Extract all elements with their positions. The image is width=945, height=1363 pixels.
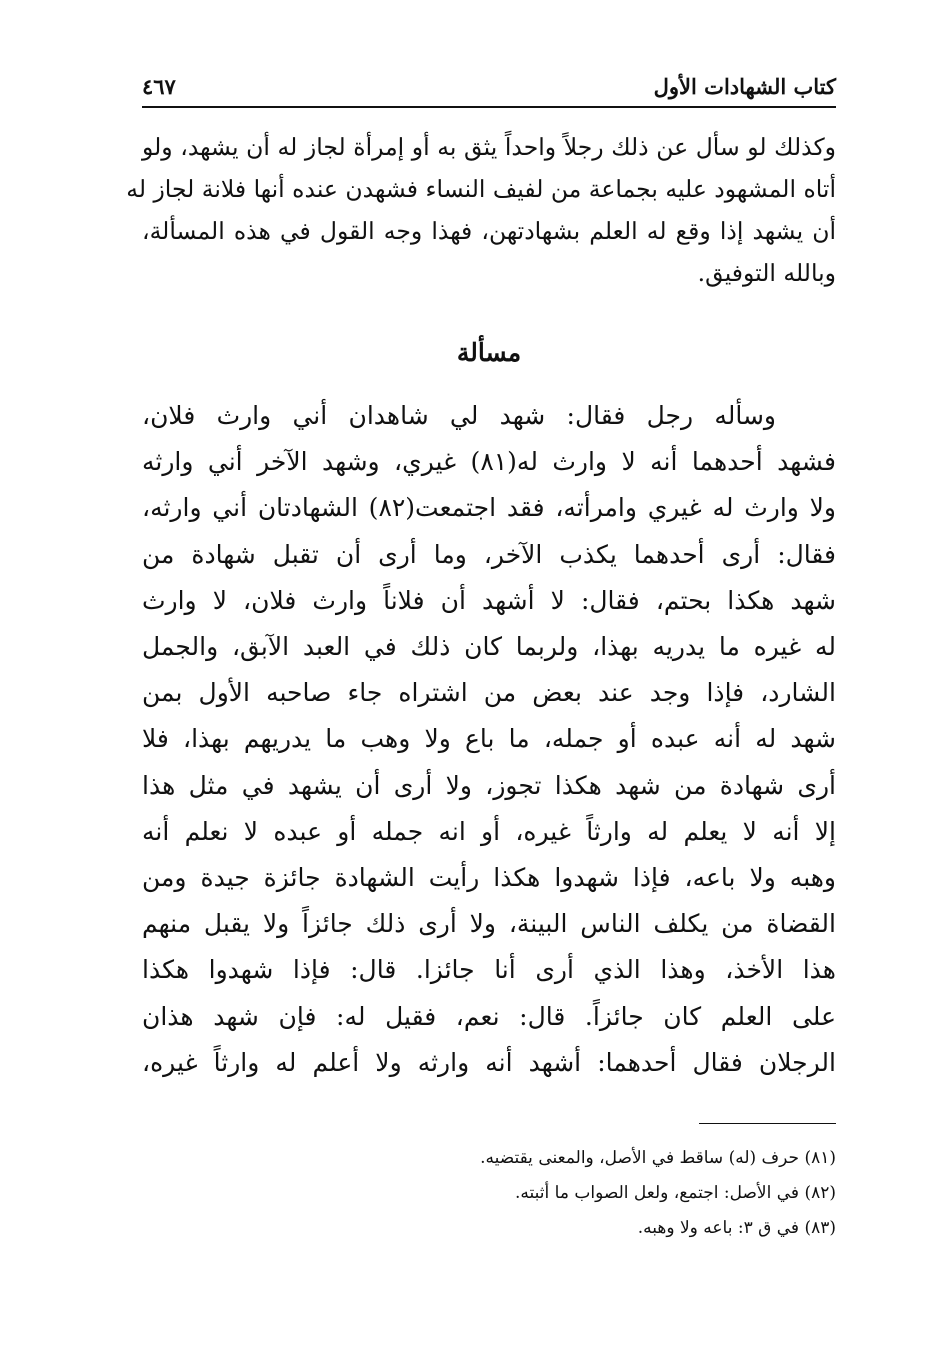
body-line: شهد له أنه عبده أو جمله، ما باع ولا وهب ما يدريهم بهذا، فلا — [142, 724, 836, 754]
page-header — [142, 68, 836, 108]
footnotes — [142, 1141, 836, 1246]
footnote-separator — [699, 1123, 836, 1124]
footnote: (٨٢) في الأصل: اجتمع، ولعل الصواب ما أثبته. — [515, 1183, 836, 1203]
body-line: القضاة من يكلف الناس البينة، ولا أرى ذلك جائزاً ولا يقبل منهم — [142, 909, 836, 939]
body-line: ولا وارث له غيري وامرأته، فقد اجتمعت(٨٢) الشهادتان أني وارثه، — [142, 493, 836, 523]
body-line: فقال: أرى أحدهما يكذب الآخر، وما أرى أن تقبل شهادة من — [142, 539, 836, 569]
intro-paragraph — [126, 126, 836, 294]
footnote: (٨١) حرف (له) ساقط في الأصل، والمعنى يقتضيه. — [480, 1148, 836, 1168]
section-heading: مسألة — [456, 338, 522, 367]
body-line: أرى شهادة من شهد هكذا تجوز، ولا أرى أن يشهد في مثل هذا — [142, 770, 836, 800]
intro-line: أتاه المشهود عليه بجماعة من لفيف النساء فشهدن عنده أنها فلانة لجاز له — [126, 175, 836, 203]
body-line: شهد هكذا بحتم، فقال: لا أشهد أن فلاناً وارث فلان، لا وارث — [142, 585, 836, 615]
body-line: فشهد أحدهما أنه لا وارث له(٨١) غيري، وشهد الآخر أني وارثه — [142, 447, 836, 477]
running-title: كتاب الشهادات الأول — [653, 74, 836, 99]
page-number: ٤٦٧ — [142, 74, 176, 99]
intro-line: وبالله التوفيق. — [697, 259, 836, 287]
body-line: وهبه ولا باعه، فإذا شهدوا هكذا رأيت الشهادة جائزة جيدة ومن — [142, 863, 836, 893]
intro-line: وكذلك لو سأل عن ذلك رجلاً واحداً يثق به أو إمرأة لجاز له أن يشهد، ولو — [142, 133, 836, 161]
main-paragraph — [142, 393, 836, 1086]
body-line: له غيره ما يدريه بهذا، ولربما كان ذلك في العبد الآبق، والجمل — [142, 632, 836, 662]
body-line: وسأله رجل فقال: شهد لي شاهدان أني وارث فلان، — [142, 401, 776, 430]
body-line: على العلم كان جائزاً. قال: نعم، فقيل له: فإن شهد هذان — [142, 1001, 836, 1031]
body-line: هذا الأخذ، وهذا الذي أرى أنا جائزا. قال: فإذا شهدوا هكذا — [142, 955, 836, 985]
body-line: الرجلان فقال أحدهما: أشهد أنه وارثه ولا أعلم له وارثاً غيره، — [142, 1047, 836, 1077]
footnote: (٨٣) في ق ٣: باعه ولا وهبه. — [637, 1218, 836, 1238]
body-line: الشارد، فإذا وجد عند بعض من اشتراه جاء صاحبه الأول بمن — [142, 678, 836, 708]
intro-line: أن يشهد إذا وقع له العلم بشهادتهن، فهذا وجه القول في هذه المسألة، — [142, 217, 836, 245]
body-line: إلا أنه لا يعلم له وارثاً غيره، أو انه جمله أو عبده لا نعلم أنه — [142, 816, 836, 846]
